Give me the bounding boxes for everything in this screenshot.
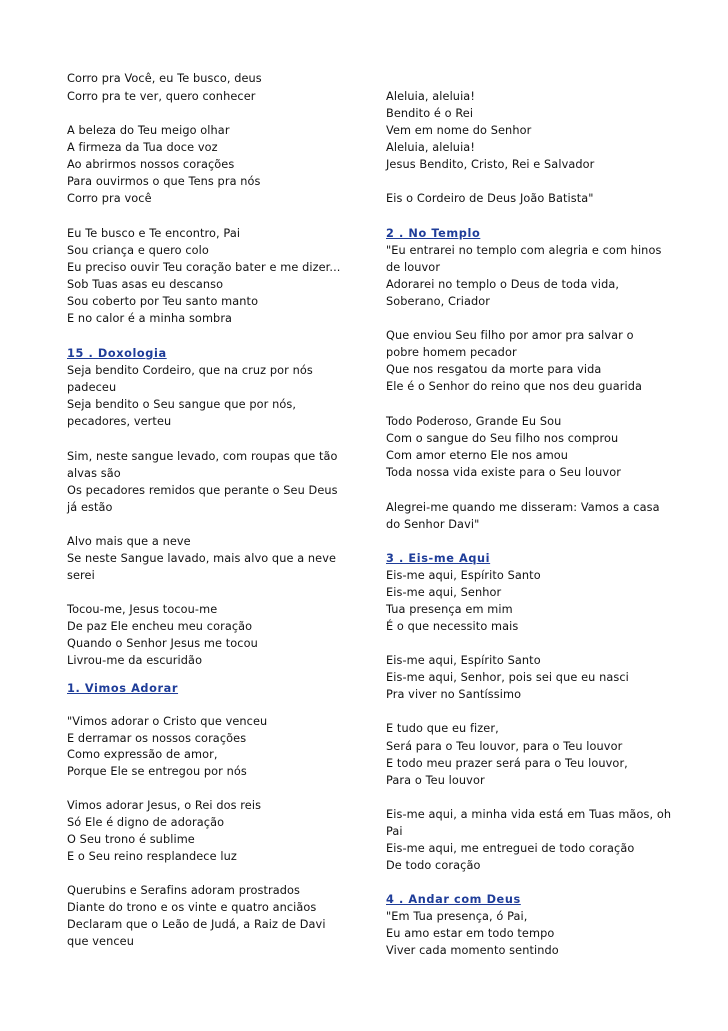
- lyric-line: Que nos resgatou da morte para vida: [386, 363, 602, 376]
- lyric-line: Para ouvirmos o que Tens pra nós: [67, 175, 261, 188]
- lyric-line: alvas são: [67, 467, 121, 480]
- lyric-line: Se neste Sangue lavado, mais alvo que a neve: [67, 552, 337, 565]
- lyric-line: Para o Teu louvor: [386, 774, 485, 787]
- lyric-line: De paz Ele encheu meu coração: [67, 620, 253, 633]
- lyric-line: Sim, neste sangue levado, com roupas que tão: [67, 450, 338, 463]
- lyric-line: Sob Tuas asas eu descanso: [67, 278, 224, 291]
- lyric-line: "Em Tua presença, ó Pai,: [386, 910, 528, 923]
- lyric-line: Sou coberto por Teu santo manto: [67, 295, 259, 308]
- lyric-line: já estão: [67, 501, 113, 514]
- lyric-line: Eu amo estar em todo tempo: [386, 927, 555, 940]
- lyric-line: Bendito é o Rei: [386, 107, 474, 120]
- lyric-line: Aleluia, aleluia!: [386, 90, 475, 103]
- song-title-eis-me-aqui: 3 . Eis-me Aqui: [386, 552, 491, 565]
- lyric-line: Corro pra te ver, quero conhecer: [67, 90, 256, 103]
- lyric-line: A firmeza da Tua doce voz: [67, 141, 218, 154]
- lyric-line: de louvor: [386, 261, 441, 274]
- lyric-line: padeceu: [67, 381, 117, 394]
- lyric-line: do Senhor Davi": [386, 518, 480, 531]
- lyric-line: Alegrei-me quando me disseram: Vamos a casa: [386, 501, 660, 514]
- lyric-line: A beleza do Teu meigo olhar: [67, 124, 230, 137]
- lyric-line: pecadores, verteu: [67, 415, 172, 428]
- lyric-line: Corro pra Você, eu Te busco, deus: [67, 72, 262, 85]
- song-title-doxologia: 15 . Doxologia: [67, 347, 167, 360]
- lyric-line: É o que necessito mais: [386, 620, 519, 633]
- lyric-line: Livrou-me da escuridão: [67, 654, 203, 667]
- song-title-vimos-adorar: 1. Vimos Adorar: [67, 682, 179, 695]
- lyric-line: E derramar os nossos corações: [67, 732, 247, 745]
- lyric-line: Sou criança e quero colo: [67, 244, 209, 257]
- lyric-line: Com o sangue do Seu filho nos comprou: [386, 432, 619, 445]
- lyric-line: Declaram que o Leão de Judá, a Raiz de Davi: [67, 918, 326, 931]
- lyric-line: Eu Te busco e Te encontro, Pai: [67, 227, 241, 240]
- lyric-line: serei: [67, 569, 95, 582]
- lyric-line: Eis-me aqui, me entreguei de todo coração: [386, 842, 635, 855]
- lyric-line: Vem em nome do Senhor: [386, 124, 532, 137]
- lyric-line: Eu preciso ouvir Teu coração bater e me dizer...: [67, 261, 341, 274]
- lyric-line: "Vimos adorar o Cristo que venceu: [67, 715, 268, 728]
- lyric-line: Todo Poderoso, Grande Eu Sou: [386, 415, 562, 428]
- lyric-line: Será para o Teu louvor, para o Teu louvor: [386, 740, 623, 753]
- lyric-line: Eis-me aqui, Senhor: [386, 586, 502, 599]
- lyric-line: Os pecadores remidos que perante o Seu Deus: [67, 484, 338, 497]
- lyric-line: Eis-me aqui, Espírito Santo: [386, 569, 541, 582]
- lyric-line: De todo coração: [386, 859, 481, 872]
- lyric-line: Querubins e Serafins adoram prostrados: [67, 884, 301, 897]
- lyric-line: Jesus Bendito, Cristo, Rei e Salvador: [386, 158, 595, 171]
- lyric-line: Que enviou Seu filho por amor pra salvar o: [386, 329, 634, 342]
- lyric-line: Vimos adorar Jesus, o Rei dos reis: [67, 799, 262, 812]
- lyric-line: Pai: [386, 825, 403, 838]
- lyric-line: Tocou-me, Jesus tocou-me: [67, 603, 218, 616]
- lyric-line: Como expressão de amor,: [67, 748, 218, 761]
- lyric-line: Pra viver no Santíssimo: [386, 688, 522, 701]
- lyric-line: Corro pra você: [67, 192, 152, 205]
- lyric-line: E todo meu prazer será para o Teu louvor,: [386, 757, 628, 770]
- lyric-line: Diante do trono e os vinte e quatro anciãos: [67, 901, 317, 914]
- lyric-line: O Seu trono é sublime: [67, 833, 195, 846]
- lyric-line: Viver cada momento sentindo: [386, 944, 559, 957]
- lyric-line: pobre homem pecador: [386, 346, 517, 359]
- lyric-line: Soberano, Criador: [386, 295, 491, 308]
- lyric-line: Eis o Cordeiro de Deus João Batista": [386, 192, 594, 205]
- lyric-line: Ele é o Senhor do reino que nos deu guarida: [386, 380, 642, 393]
- lyric-line: Toda nossa vida existe para o Seu louvor: [386, 466, 621, 479]
- lyric-line: que venceu: [67, 935, 134, 948]
- lyric-line: Adorarei no templo o Deus de toda vida,: [386, 278, 620, 291]
- lyric-line: Só Ele é digno de adoração: [67, 816, 225, 829]
- lyric-line: Seja bendito Cordeiro, que na cruz por nós: [67, 364, 313, 377]
- lyric-line: Tua presença em mim: [386, 603, 513, 616]
- lyric-line: Alvo mais que a neve: [67, 535, 191, 548]
- lyric-line: Porque Ele se entregou por nós: [67, 765, 247, 778]
- lyric-line: Eis-me aqui, Espírito Santo: [386, 654, 541, 667]
- lyric-line: Seja bendito o Seu sangue que por nós,: [67, 398, 297, 411]
- lyric-line: Eis-me aqui, a minha vida está em Tuas mãos, oh: [386, 808, 672, 821]
- lyric-line: E tudo que eu fizer,: [386, 722, 499, 735]
- lyric-line: Ao abrirmos nossos corações: [67, 158, 235, 171]
- lyric-line: Aleluia, aleluia!: [386, 141, 475, 154]
- song-title-no-templo: 2 . No Templo: [386, 227, 481, 240]
- lyric-line: E o Seu reino resplandece luz: [67, 850, 237, 863]
- lyric-line: "Eu entrarei no templo com alegria e com hinos: [386, 244, 662, 257]
- lyric-line: Quando o Senhor Jesus me tocou: [67, 637, 258, 650]
- song-title-andar-com-deus: 4 . Andar com Deus: [386, 893, 521, 906]
- lyric-line: E no calor é a minha sombra: [67, 312, 233, 325]
- lyric-line: Eis-me aqui, Senhor, pois sei que eu nasci: [386, 671, 629, 684]
- lyric-line: Com amor eterno Ele nos amou: [386, 449, 569, 462]
